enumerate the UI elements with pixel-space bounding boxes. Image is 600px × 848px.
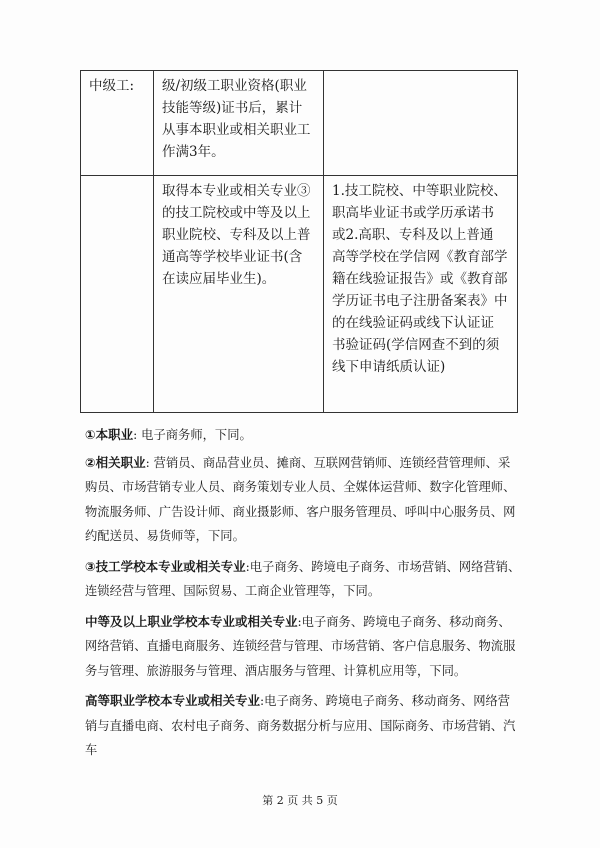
note-technical-school-majors xyxy=(85,555,521,604)
note-heading: 中等及以上职业学校本专业或相关专业 xyxy=(85,613,298,629)
note-current-occupation xyxy=(85,423,521,448)
note-text: :电子商务、跨境电子商务、市场营销、网络营销、连锁经营与管理、国际贸易、工商企业管理等，下同。 xyxy=(85,559,521,598)
proof-cell: 1.技工院校、中等职业院校、 职高毕业证书或学历承诺书 或2.高职、专科及以上普通 高等学校在学信网《教育部学 籍在线验证报告》或《教育部 学历证书电子注册备案表》中 的在线验证码或线下认证证 书验证码(学信网查不到的须 线下申请纸质认证) xyxy=(324,176,518,413)
table-row xyxy=(81,71,518,176)
note-text: :电子商务、跨境电子商务、移动商务、网络营销与直播电商、农村电子商务、商务数据分析与应用、国际商务、市场营销、汽车 xyxy=(85,694,516,757)
note-text: : 营销员、商品营业员、摊商、互联网营销师、连锁经营管理师、采购员、市场营销专业人员、商务策划专业人员、全媒体运营师、数字化管理师、物流服务师、广告设计师、商业摄影师、客户服务管理员、呼叫中心服务员、网约配送员、易货师等，下同。 xyxy=(85,455,516,543)
condition-cell: 级/初级工职业资格(职业 技能等级)证书后，累计 从事本职业或相关职业工 作满3年。 xyxy=(154,71,324,176)
level-cell xyxy=(81,176,154,413)
table-row xyxy=(81,176,518,413)
footnotes xyxy=(85,423,521,769)
note-heading: ②相关职业 xyxy=(85,454,146,470)
requirements-table xyxy=(80,70,518,413)
note-higher-vocational-majors xyxy=(85,689,521,763)
level-cell: 中级工: xyxy=(81,71,154,176)
note-text: : 电子商务师，下同。 xyxy=(133,428,252,442)
note-secondary-school-majors xyxy=(85,610,521,684)
condition-cell: 取得本专业或相关专业③ 的技工院校或中等及以上 职业院校、专科及以上普 通高等学校毕业证书(含 在读应届毕业生)。 xyxy=(154,176,324,413)
page-number: 第 2 页 共 5 页 xyxy=(262,794,338,807)
note-heading: ①本职业 xyxy=(85,427,134,442)
note-text: :电子商务、跨境电子商务、移动商务、网络营销、直播电商服务、连锁经营与管理、市场营销、客户信息服务、物流服务与管理、旅游服务与管理、酒店服务与管理、计算机应用等，下同。 xyxy=(85,614,516,678)
note-heading: ③技工学校本专业或相关专业 xyxy=(85,558,246,574)
note-related-occupations xyxy=(85,451,521,549)
note-heading: 高等职业学校本专业或相关专业 xyxy=(85,693,261,708)
proof-cell xyxy=(324,71,518,176)
